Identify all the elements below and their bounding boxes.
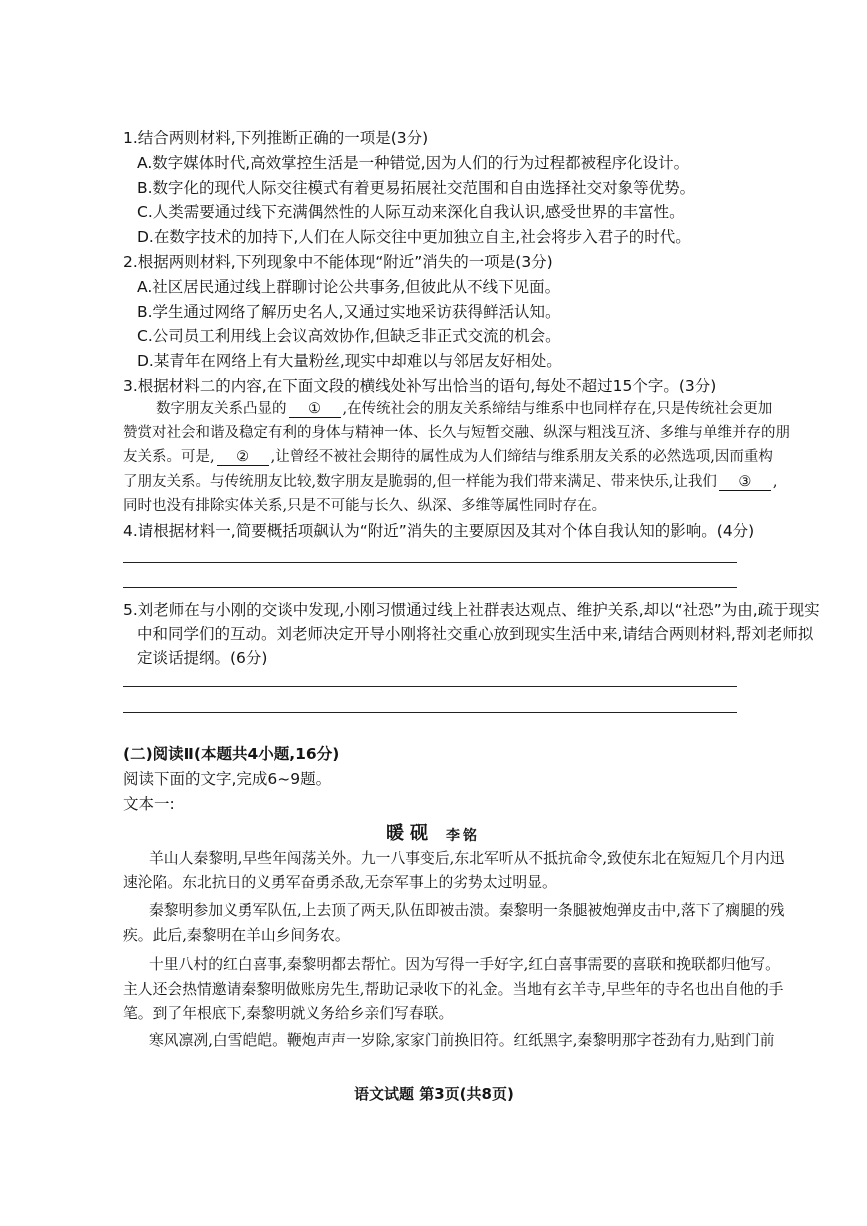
story-line-2: 速沦陷。东北抗日的义勇军奋勇杀敌,无奈军事上的劣势太过明显。 (123, 874, 557, 891)
q5-answer-line-1[interactable] (123, 686, 737, 687)
story-line-3: 秦黎明参加义勇军队伍,上去顶了两天,队伍即被击溃。秦黎明一条腿被炮弹皮击中,落下了瘸腿的残 (149, 902, 785, 919)
q1-option-d: D.在数字技术的加持下,人们在人际交往中更加独立自主,社会将步入君子的时代。 (137, 228, 691, 246)
story-line-7: 笔。到了年根底下,秦黎明就义务给乡亲们写春联。 (123, 1005, 454, 1022)
q3-blank-2[interactable]: ② (217, 449, 269, 466)
q5-answer-line-2[interactable] (123, 712, 737, 713)
q4-answer-line-2[interactable] (123, 587, 737, 588)
story-line-4: 疾。此后,秦黎明在羊山乡间务农。 (123, 927, 350, 944)
q2-stem: 2.根据两则材料,下列现象中不能体现“附近”消失的一项是(3分) (123, 253, 553, 271)
story-line-1: 羊山人秦黎明,早些年闯荡关外。九一八事变后,东北军听从不抵抗命令,致使东北在短短几个月内迅 (149, 850, 785, 867)
q3-blank-1[interactable]: ① (289, 401, 341, 418)
q1-option-a: A.数字媒体时代,高效掌控生活是一种错觉,因为人们的行为过程都被程序化设计。 (137, 154, 690, 172)
story-title: 暖砚 (386, 823, 434, 844)
q3-passage-line-3: 友关系。可是, ② ,让曾经不被社会期待的属性成为人们缔结与维系朋友关系的必然选项,因而重构 (123, 449, 773, 465)
q2-option-c: C.公司员工利用线上会议高效协作,但缺乏非正式交流的机会。 (137, 327, 561, 345)
q1-option-c: C.人类需要通过线下充满偶然性的人际互动来深化自我认识,感受世界的丰富性。 (137, 203, 685, 221)
section-2-instruction: 阅读下面的文字,完成6~9题。 (123, 770, 332, 788)
section-2-heading: (二)阅读Ⅱ(本题共4小题,16分) (123, 745, 340, 763)
page-footer: 语文试题 第3页(共8页) (354, 1085, 514, 1103)
story-author: 李铭 (446, 828, 480, 844)
q2-option-a: A.社区居民通过线上群聊讨论公共事务,但彼此从不线下见面。 (137, 278, 561, 296)
text-one-label: 文本一: (123, 795, 175, 813)
q3-passage-line-4: 了朋友关系。与传统朋友比较,数字朋友是脆弱的,但一样能为我们带来满足、带来快乐,让我们 ③ , (123, 474, 778, 490)
q2-option-d: D.某青年在网络上有大量粉丝,现实中却难以与邻居友好相处。 (137, 352, 562, 370)
story-line-6: 主人还会热情邀请秦黎明做账房先生,帮助记录收下的礼金。当地有玄羊寺,早些年的寺名也出自他的手 (123, 981, 784, 998)
story-line-8: 寒风凛冽,白雪皑皑。鞭炮声声一岁除,家家门前换旧符。红纸黑字,秦黎明那字苍劲有力,贴到门前 (149, 1032, 775, 1049)
q1-option-b: B.数字化的现代人际交往模式有着更易拓展社交范围和自由选择社交对象等优势。 (137, 179, 696, 197)
q3-passage-line-5: 同时也没有排除实体关系,只是不可能与长久、纵深、多维等属性同时存在。 (123, 498, 607, 514)
q5-stem-line-3: 定谈话提纲。(6分) (137, 649, 268, 667)
q1-stem: 1.结合两则材料,下列推断正确的一项是(3分) (123, 129, 429, 147)
q3-passage-line-1: 数字朋友关系凸显的 ① ,在传统社会的朋友关系缔结与维系中也同样存在,只是传统社会更加 (156, 401, 773, 417)
q4-answer-line-1[interactable] (123, 562, 737, 563)
q5-stem-line-1: 5.刘老师在与小刚的交谈中发现,小刚习惯通过线上社群表达观点、维护关系,却以“社恐”为由,疏于现实 (123, 601, 820, 619)
q5-stem-line-2: 中和同学们的互动。刘老师决定开导小刚将社交重心放到现实生活中来,请结合两则材料,帮刘老师拟 (137, 625, 814, 643)
q3-blank-3[interactable]: ③ (719, 474, 771, 491)
q3-passage-line-2: 赞赏对社会和谐及稳定有利的身体与精神一体、长久与短暂交融、纵深与粗浅互济、多维与单维并存的朋 (123, 425, 790, 441)
q4-stem: 4.请根据材料一,简要概括项飙认为“附近”消失的主要原因及其对个体自我认知的影响。(4分) (123, 522, 755, 540)
q3-stem: 3.根据材料二的内容,在下面文段的横线处补写出恰当的语句,每处不超过15个字。(3分) (123, 377, 717, 395)
q2-option-b: B.学生通过网络了解历史名人,又通过实地采访获得鲜活认知。 (137, 303, 561, 321)
story-line-5: 十里八村的红白喜事,秦黎明都去帮忙。因为写得一手好字,红白喜事需要的喜联和挽联都归他写。 (149, 956, 780, 973)
